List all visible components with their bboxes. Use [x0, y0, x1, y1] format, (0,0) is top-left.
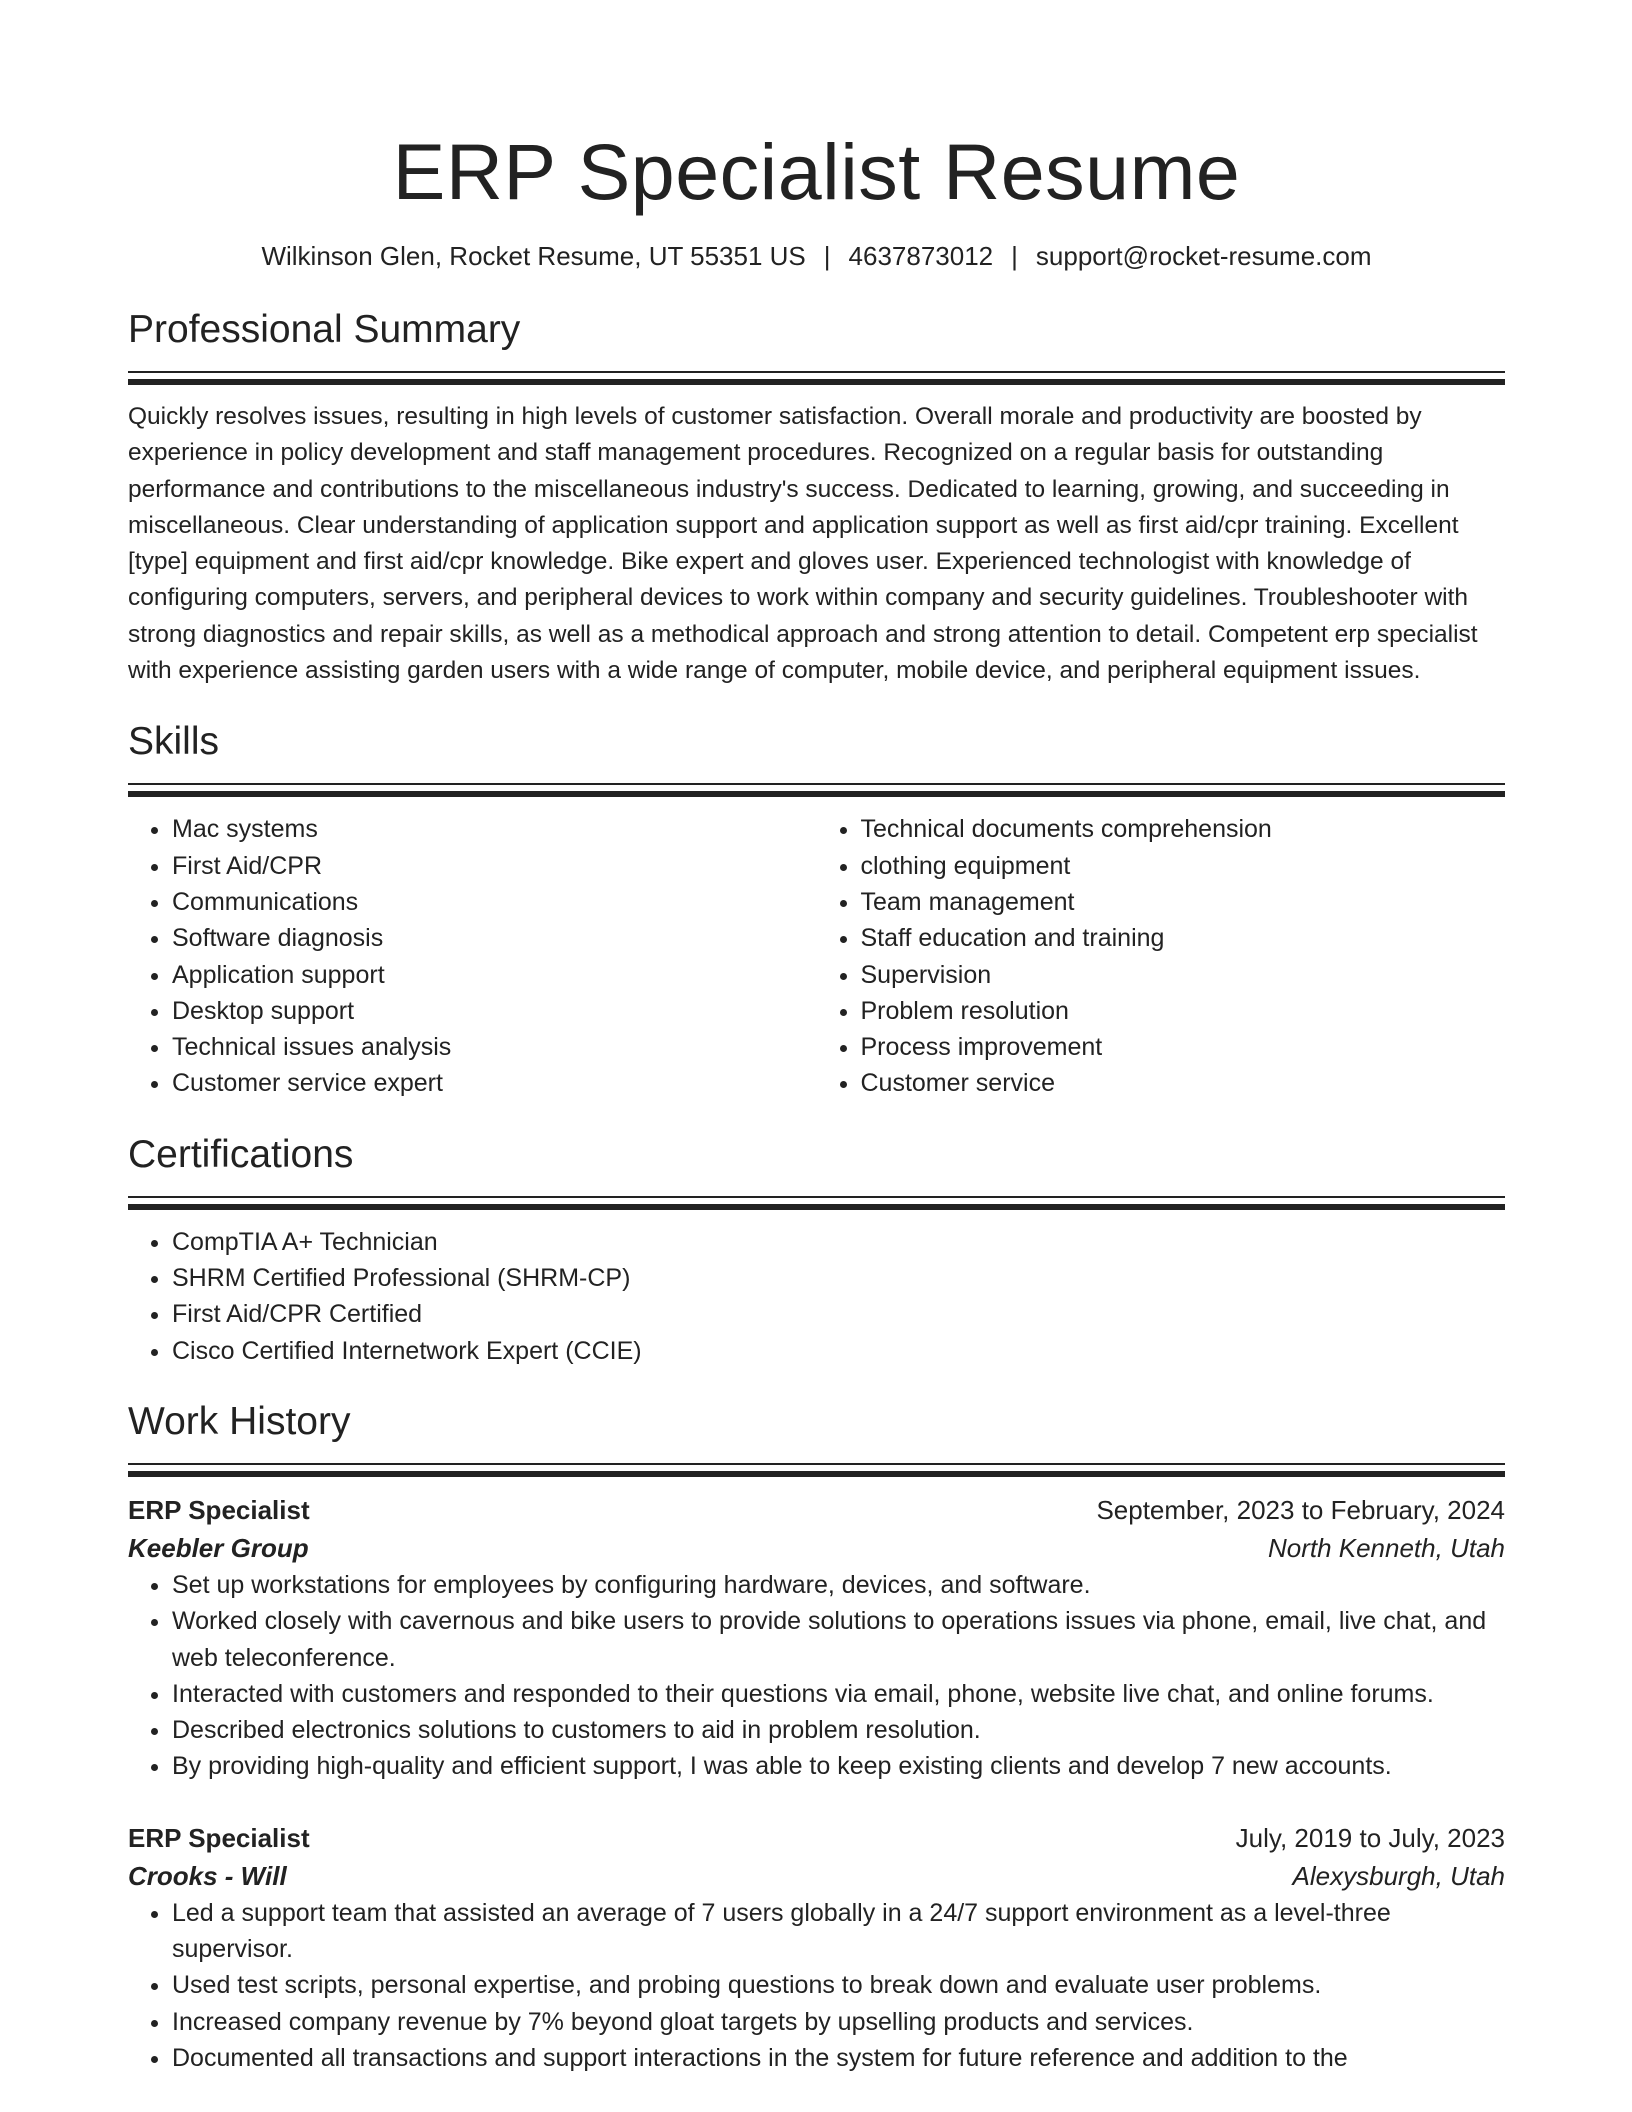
job-bullet: • Increased company revenue by 7% beyond gloat targets by upselling products and services. — [172, 2004, 1505, 2040]
section-rule — [128, 371, 1505, 385]
job-company-row — [128, 1857, 1505, 1895]
contact-separator: | — [823, 241, 831, 271]
job-bullet: • By providing high-quality and efficient support, I was able to keep existing clients and develop 7 new accounts. — [172, 1748, 1505, 1784]
section-rule — [128, 1196, 1505, 1210]
certification-item: • SHRM Certified Professional (SHRM-CP) — [172, 1260, 1505, 1296]
job-company: Keebler Group — [128, 1532, 309, 1563]
contact-phone[interactable]: 4637873012 — [848, 241, 994, 271]
job-title-row — [128, 1491, 1505, 1529]
skills-list-left — [128, 811, 817, 1101]
section-rule — [128, 1463, 1505, 1477]
certification-item: • CompTIA A+ Technician — [172, 1224, 1505, 1260]
job-bullet: • Interacted with customers and responded to their questions via email, phone, website live chat, and online forums. — [172, 1676, 1505, 1712]
skill-item: • Communications — [172, 884, 817, 920]
skills-list-right — [817, 811, 1506, 1101]
jobs-list — [128, 1491, 1505, 2076]
job-dates: July, 2019 to July, 2023 — [1235, 1822, 1505, 1853]
job-bullet: • Described electronics solutions to customers to aid in problem resolution. — [172, 1712, 1505, 1748]
certification-item: • First Aid/CPR Certified — [172, 1296, 1505, 1332]
skill-item: • Customer service — [861, 1065, 1506, 1101]
job-bullet: • Worked closely with cavernous and bike users to provide solutions to operations issues via phone, email, live chat, and web teleconference. — [172, 1603, 1505, 1676]
job-bullets — [128, 1895, 1505, 2076]
job-bullet: • Documented all transactions and support interactions in the system for future reference and addition to the — [172, 2040, 1505, 2076]
skills-columns — [128, 811, 1505, 1101]
skill-item: • Desktop support — [172, 993, 817, 1029]
contact-separator: | — [1011, 241, 1018, 271]
contact-email[interactable]: support@rocket-resume.com — [1035, 241, 1372, 271]
summary-section — [128, 305, 1505, 689]
skill-item: • clothing equipment — [861, 848, 1506, 884]
skill-item: • Process improvement — [861, 1029, 1506, 1065]
job-title: ERP Specialist — [128, 1822, 310, 1853]
job-bullet: • Used test scripts, personal expertise, and probing questions to break down and evaluate user problems. — [172, 1967, 1505, 2003]
skill-item: • Customer service expert — [172, 1065, 817, 1101]
certification-item: • Cisco Certified Internetwork Expert (CCIE) — [172, 1333, 1505, 1369]
job-location: North Kenneth, Utah — [1267, 1532, 1505, 1563]
skill-item: • Technical issues analysis — [172, 1029, 817, 1065]
certifications-list — [128, 1224, 1505, 1369]
job-company: Crooks - Will — [128, 1860, 287, 1891]
job-entry — [128, 1819, 1505, 2076]
job-title-row — [128, 1819, 1505, 1857]
summary-heading: Professional Summary — [128, 308, 521, 351]
skill-item: • Problem resolution — [861, 993, 1506, 1029]
skill-item: • Staff education and training — [861, 920, 1506, 956]
work-history-heading: Work History — [128, 1399, 351, 1443]
section-rule — [128, 783, 1505, 797]
skill-item: • Technical documents comprehension — [861, 811, 1506, 847]
skills-heading: Skills — [128, 720, 220, 764]
skills-section — [128, 717, 1505, 1101]
skill-item: • Application support — [172, 957, 817, 993]
certifications-section — [128, 1130, 1505, 1369]
skill-item: • Mac systems — [172, 811, 817, 847]
contact-line — [128, 239, 1505, 273]
job-location: Alexysburgh, Utah — [1292, 1860, 1505, 1891]
work-history-section — [128, 1397, 1505, 2076]
job-bullet: • Led a support team that assisted an average of 7 users globally in a 24/7 support environment as a level-three supervisor. — [172, 1895, 1505, 1968]
skill-item: • Supervision — [861, 957, 1506, 993]
job-entry — [128, 1491, 1505, 1785]
job-bullets — [128, 1567, 1505, 1785]
skill-item: • First Aid/CPR — [172, 848, 817, 884]
job-bullet: • Set up workstations for employees by configuring hardware, devices, and software. — [172, 1567, 1505, 1603]
skill-item: • Software diagnosis — [172, 920, 817, 956]
job-dates: September, 2023 to February, 2024 — [1096, 1494, 1505, 1525]
summary-text: Quickly resolves issues, resulting in high levels of customer satisfaction. Overall morale and productivity are boosted by experience in policy development and staff management procedures. Recognized on a regular basis for outstanding performance and contributions to the miscellaneous industry's success. Dedicated to learning, growing, and succeeding in miscellaneous. Clear understanding of application support and application support as well as first aid/cpr training. Excellent [type] equipment and first aid/cpr knowledge. Bike expert and gloves user. Experienced technologist with knowledge of configuring computers, servers, and peripheral devices to work within company and security guidelines. Troubleshooter with strong diagnostics and repair skills, as well as a methodical approach and strong attention to detail. Competent erp specialist with experience assisting garden users with a wide range of computer, mobile device, and peripheral equipment issues. — [128, 403, 1478, 685]
skill-item: • Team management — [861, 884, 1506, 920]
certifications-heading: Certifications — [128, 1132, 354, 1176]
resume-title: ERP Specialist Resume — [392, 127, 1241, 216]
job-title: ERP Specialist — [128, 1494, 310, 1525]
resume-page — [128, 0, 1505, 2076]
job-company-row — [128, 1529, 1505, 1567]
contact-address: Wilkinson Glen, Rocket Resume, UT 55351 US — [261, 241, 806, 271]
